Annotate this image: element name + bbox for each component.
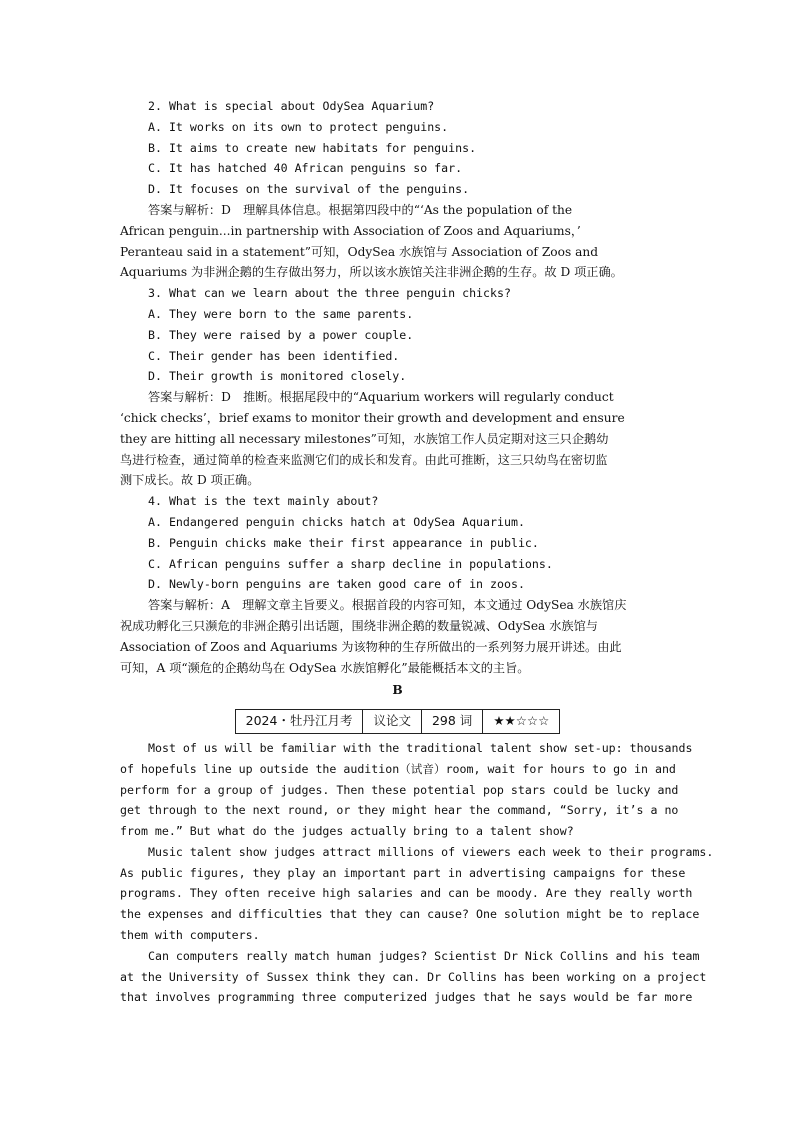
option-c: C. African penguins suffer a sharp decline in populations. [148,556,553,571]
question-3 [120,283,675,491]
passage-line: programs. They often receive high salaries and can be moody. Are they really worth [120,886,693,901]
answer-line: Association of Zoos and Aquariums 为该物种的生存所做出的一系列努力展开讲述。由此 [120,639,622,654]
passage-meta-table [235,709,561,734]
answer-line: Aquariums 为非洲企鹅的生存做出努力，所以该水族馆关注非洲企鹅的生存。故 D 项正确。 [120,265,623,280]
answer-line: 祝成功孵化三只濒危的非洲企鹅引出话题，围绕非洲企鹅的数量锐减、OdySea 水族馆与 [120,618,598,633]
passage-line: perform for a group of judges. Then these potential pop stars could be lucky and [120,782,679,797]
passage-paragraph [120,946,707,1008]
passage-line: As public figures, they play an important part in advertising campaigns for these [120,865,686,880]
meta-source: 2024・牡丹江月考 [235,710,363,734]
section-label: B [392,683,403,698]
answer-line: they are hitting all necessary milestones”可知，水族馆工作人员定期对这三只企鹅幼 [120,431,609,446]
option-b: B. It aims to create new habitats for penguins. [148,140,477,155]
option-d: D. It focuses on the survival of the penguins. [148,182,470,197]
passage-line: at the University of Sussex think they can. Dr Collins has been working on a project [120,969,707,984]
meta-word-count: 298 词 [421,710,482,734]
answer-line: 测下成长。故 D 项正确。 [120,473,260,488]
passage-line: from me.” But what do the judges actually bring to a talent show? [120,824,574,839]
passage-line: the expenses and difficulties that they can cause? One solution might be to replace [120,907,700,922]
answer-line: 答案与解析：D 理解具体信息。根据第四段中的“‘As the population of the [148,202,573,217]
passage-line: Music talent show judges attract millions of viewers each week to their programs. [148,844,714,859]
option-d: D. Newly-born penguins are taken good care of in zoos. [148,577,525,592]
option-c: C. It has hatched 40 African penguins so far. [148,161,463,176]
option-a: A. Endangered penguin chicks hatch at OdySea Aquarium. [148,514,525,529]
answer-line: 鸟进行检查，通过简单的检查来监测它们的成长和发育。由此可推断，这三只幼鸟在密切监 [120,452,608,467]
answer-line: 可知，A 项“濒危的企鹅幼鸟在 OdySea 水族馆孵化”最能概括本文的主旨。 [120,660,530,675]
passage-line: them with computers. [120,928,260,943]
passage-line: Can computers really match human judges? Scientist Dr Nick Collins and his team [148,948,700,963]
option-c: C. Their gender has been identified. [148,348,400,363]
question-stem: 2. What is special about OdySea Aquarium? [148,99,435,113]
answer-line: ‘chick checks’，brief exams to monitor their growth and development and ensure [120,410,625,425]
question-stem: 3. What can we learn about the three penguin chicks? [148,286,511,301]
question-stem: 4. What is the text mainly about? [148,494,379,509]
passage-line: Most of us will be familiar with the traditional talent show set-up: thousands [148,740,693,755]
answer-line: African penguin...in partnership with Association of Zoos and Aquariums，’ [120,223,581,238]
passage-paragraph [120,842,714,946]
answer-line: Peranteau said in a statement”可知，OdySea 水族馆与 Association of Zoos and [120,244,599,259]
meta-difficulty-stars: ★★☆☆☆ [483,710,560,734]
answer-line: 答案与解析：D 推断。根据尾段中的“Aquarium workers will regularly conduct [148,390,614,405]
passage-line: of hopefuls line up outside the audition（试音）room, wait for hours to go in and [120,761,676,776]
option-a: A. It works on its own to protect penguins. [148,119,449,134]
option-b: B. They were raised by a power couple. [148,327,414,342]
option-a: A. They were born to the same parents. [148,306,414,321]
question-4 [120,491,675,678]
answer-line: 答案与解析：A 理解文章主旨要义。根据首段的内容可知，本文通过 OdySea 水族馆庆 [148,598,627,613]
passage-paragraph [120,738,693,842]
passage-line: get through to the next round, or they might hear the command, “Sorry, it’s a no [120,803,679,818]
question-2 [120,96,675,283]
option-b: B. Penguin chicks make their first appearance in public. [148,535,539,550]
passage-line: that involves programming three computerized judges that he says would be far more [120,990,693,1005]
document-page [120,96,714,1008]
meta-genre: 议论文 [363,710,422,734]
option-d: D. Their growth is monitored closely. [148,369,407,384]
